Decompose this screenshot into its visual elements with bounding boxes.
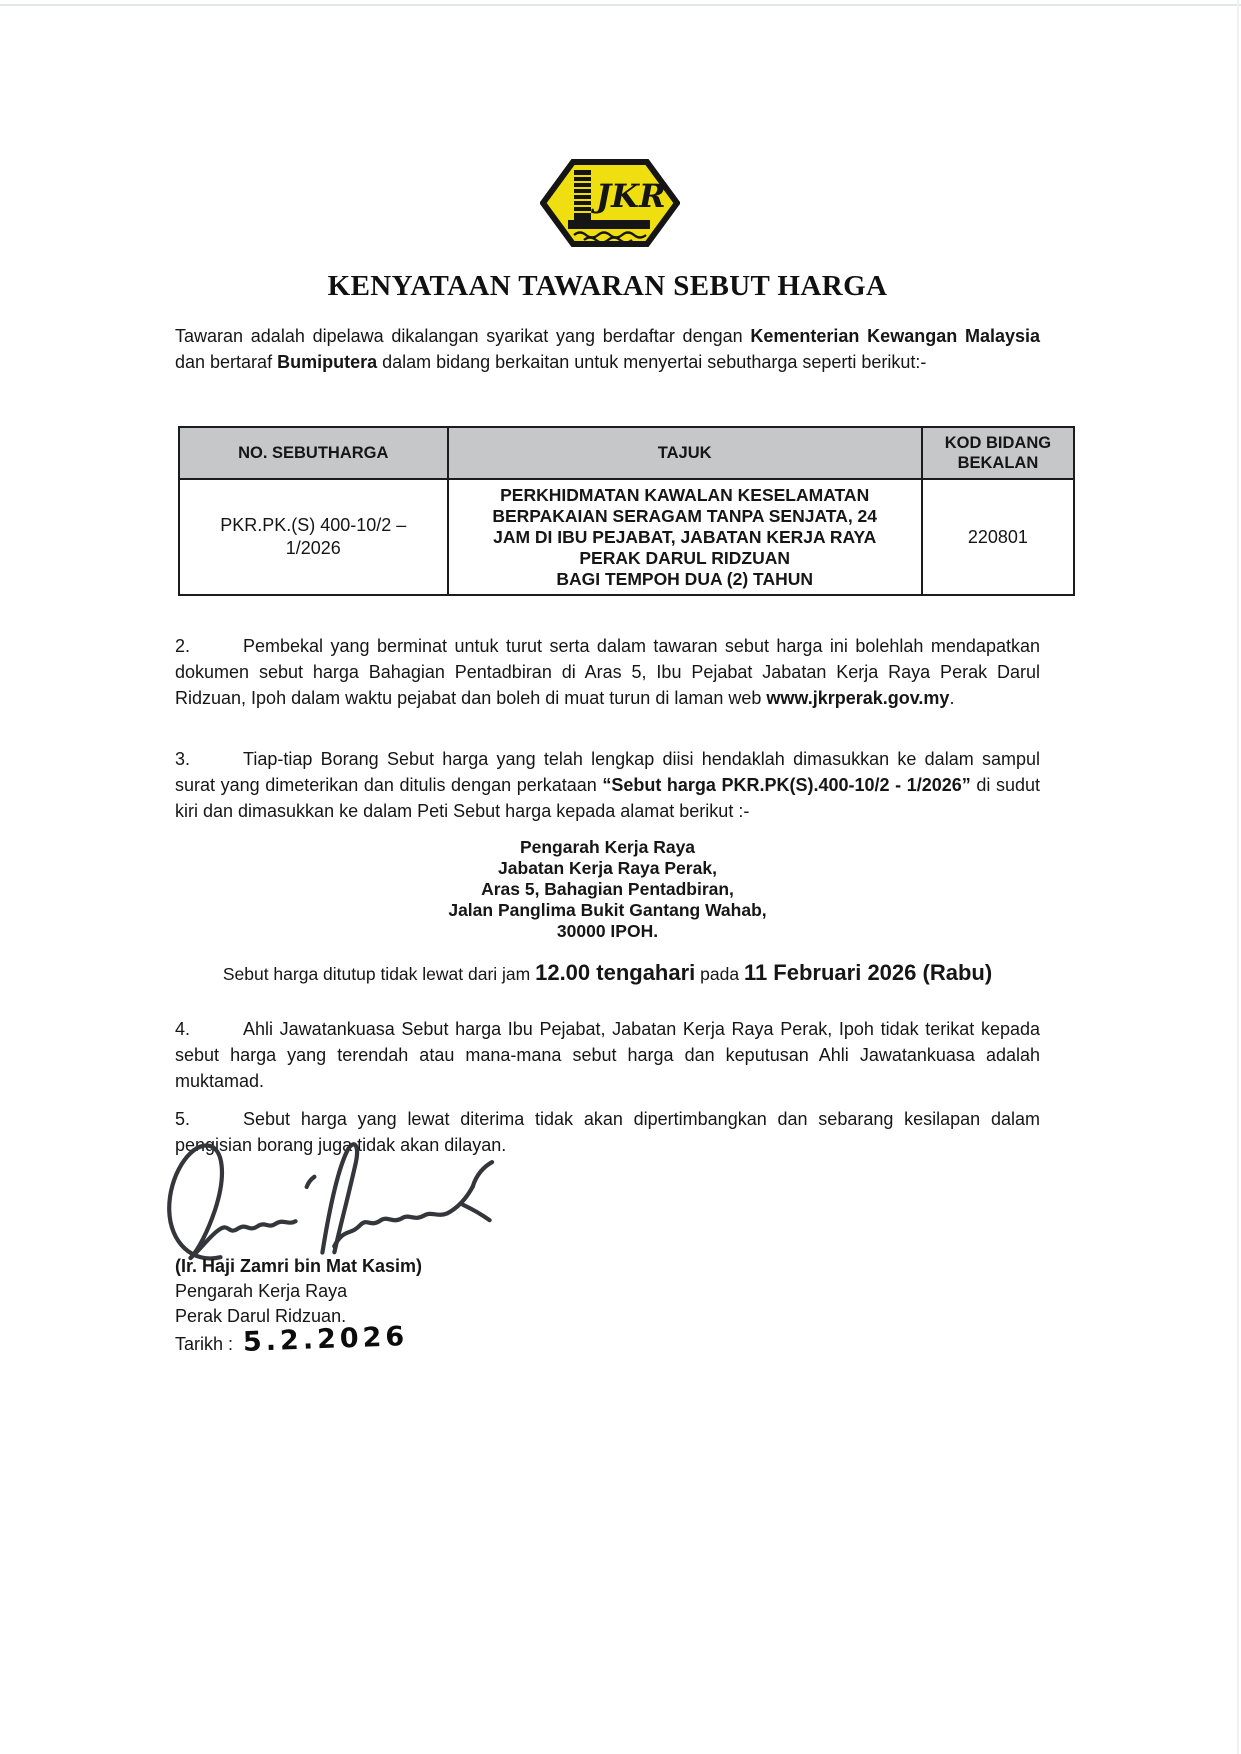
cell-no-sebutharga: PKR.PK.(S) 400-10/2 – 1/2026: [179, 479, 448, 595]
address-line: Jabatan Kerja Raya Perak,: [498, 858, 717, 878]
table-row: [179, 479, 1074, 595]
date-line: [175, 1321, 1040, 1369]
paragraph-3: [175, 746, 1040, 824]
paragraph-2: [175, 633, 1040, 711]
address-line: 30000 IPOH.: [556, 921, 659, 941]
col-header-tajuk: TAJUK: [448, 427, 922, 479]
cell-kod-bidang: 220801: [922, 479, 1074, 595]
paragraph-4-text: Ahli Jawatankuasa Sebut harga Ibu Pejabat, Jabatan Kerja Raya Perak, Ipoh tidak terikat kepada sebut harga yang terendah atau mana-mana sebut harga dan keputusan Ahli Jawatankuasa adalah muktamad.: [175, 1019, 1040, 1091]
scan-edge-artifact: [0, 4, 1241, 6]
signatory-name: (Ir. Haji Zamri bin Mat Kasim): [175, 1256, 423, 1276]
submission-address: [175, 837, 1040, 942]
signatory-title: Pengarah Kerja Raya: [175, 1281, 348, 1301]
logo-base-bar: [568, 220, 650, 229]
paragraph-5-number: 5.: [175, 1109, 191, 1129]
address-line: Aras 5, Bahagian Pentadbiran,: [481, 879, 734, 899]
handwritten-date: 5.2.2026: [242, 1321, 409, 1358]
address-line: Jalan Panglima Bukit Gantang Wahab,: [448, 900, 767, 920]
scan-edge-artifact: [1237, 0, 1239, 1754]
paragraph-4-number: 4.: [175, 1019, 191, 1039]
document-title: KENYATAAN TAWARAN SEBUT HARGA: [327, 270, 888, 302]
jkr-logo-icon: [540, 156, 680, 250]
logo-tower-stripes: [574, 176, 591, 212]
table-header-row: [179, 427, 1074, 479]
logo-tower: [574, 170, 591, 222]
handwritten-signature: [155, 1123, 531, 1275]
tender-table: [178, 426, 1075, 596]
logo-jkr-text: JKR: [596, 177, 666, 215]
paragraph-2-text: Pembekal yang berminat untuk turut serta dalam tawaran sebut harga ini bolehlah mendapatkan dokumen sebut harga Bahagian Pentadbiran di Aras 5, Ibu Pejabat Jabatan Kerja Raya Perak Darul Ridzuan, Ipoh dalam waktu pejabat dan boleh di muat turun di laman web www.jkrperak.gov.my.: [175, 636, 1040, 708]
closing-deadline-line: Sebut harga ditutup tidak lewat dari jam 12.00 tengahari pada 11 Februari 2026 (Rabu): [222, 960, 993, 985]
paragraph-2-number: 2.: [175, 636, 191, 656]
date-label: Tarikh :: [175, 1334, 234, 1354]
paragraph-3-text: Tiap-tiap Borang Sebut harga yang telah lengkap diisi hendaklah dimasukkan ke dalam sampul surat yang dimeterikan dan ditulis dengan perkataan “Sebut harga PKR.PK(S).400-10/2 - 1/2026” di sudut kiri dan dimasukkan ke dalam Peti Sebut harga kepada alamat berikut :-: [175, 749, 1040, 821]
signatory-org: Perak Darul Ridzuan.: [175, 1306, 347, 1326]
col-header-no-sebutharga: NO. SEBUTHARGA: [179, 427, 448, 479]
cell-tajuk: PERKHIDMATAN KAWALAN KESELAMATAN BERPAKAIAN SERAGAM TANPA SENJATA, 24 JAM DI IBU PEJABAT, JABATAN KERJA RAYA PERAK DARUL RIDZUAN BAGI TEMPOH DUA (2) TAHUN: [448, 479, 922, 595]
col-header-kod-bidang: KOD BIDANG BEKALAN: [922, 427, 1074, 479]
paragraph-5-text: Sebut harga yang lewat diterima tidak akan dipertimbangkan dan sebarang kesilapan dalam pengisian borang juga tidak akan dilayan.: [175, 1109, 1040, 1155]
jkr-logo-svg: [540, 156, 680, 250]
tender-table-wrap: [178, 426, 1075, 596]
intro-paragraph: Tawaran adalah dipelawa dikalangan syarikat yang berdaftar dengan Kementerian Kewangan Malaysia dan bertaraf Bumiputera dalam bidang berkaitan untuk menyertai sebutharga seperti berikut:-: [175, 326, 1040, 372]
paragraph-3-number: 3.: [175, 749, 191, 769]
signatory-block: [175, 1254, 1040, 1369]
address-line: Pengarah Kerja Raya: [519, 837, 696, 857]
paragraph-4: [175, 1016, 1040, 1094]
